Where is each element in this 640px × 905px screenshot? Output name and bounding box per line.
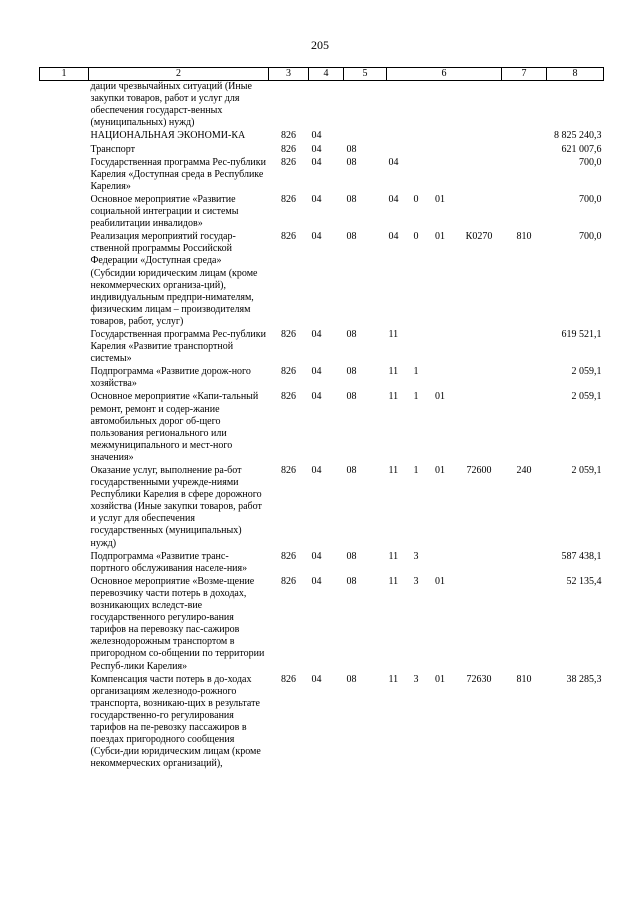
- direction-code: [457, 366, 502, 391]
- expense-type-code: [502, 194, 547, 231]
- row-spacer: [40, 81, 89, 131]
- section-code: 04: [311, 366, 322, 378]
- direction-code: 72630: [466, 673, 492, 685]
- ministry-code: 826: [281, 193, 296, 205]
- subsection-code: 08: [346, 366, 357, 378]
- row-spacer: [40, 130, 89, 143]
- activity-code: 01: [435, 391, 445, 403]
- ministry-code: 826: [281, 550, 296, 562]
- program-code: 04: [388, 231, 399, 243]
- direction-code: К0270: [465, 231, 493, 243]
- item-name: Компенсация части потерь в до-ходах организациям железнодо-рожного транспорта, возникаю-щих в результате государственно-го регулирования тарифов на пе-ревозку пассажиров в поездах пригородного сообщения (Субси-дии юридическим лицам (кроме некоммерческих организаций),: [90, 673, 261, 770]
- column-number: 4: [309, 68, 344, 81]
- subprogram-code: 1: [413, 465, 419, 476]
- activity-code: [424, 329, 457, 366]
- program-code: 04: [388, 193, 399, 205]
- table-row: [40, 157, 604, 194]
- program-code: [387, 130, 409, 143]
- table-row: [40, 465, 604, 551]
- item-name: Подпрограмма «Развитие дорож-ного хозяйства»: [90, 366, 251, 390]
- expense-type-code: [502, 366, 547, 391]
- amount: 700,0: [579, 231, 602, 243]
- amount: 587 438,1: [561, 550, 602, 562]
- amount: 2 059,1: [571, 391, 602, 403]
- section-code: 04: [311, 673, 322, 685]
- subsection-code: [344, 130, 387, 143]
- item-name: Оказание услуг, выполнение ра-бот государственными учрежде-ниями Республики Карелия в сфере дорожного хозяйства (Иные закупки товаров, работ и услуг для обеспечения государственных (муниципальных) нужд): [90, 465, 262, 549]
- table-row: [40, 366, 604, 391]
- row-spacer: [40, 391, 89, 465]
- section-code: 04: [311, 156, 322, 168]
- column-number-row: [40, 68, 604, 81]
- table-row: [40, 194, 604, 231]
- item-name: Основное мероприятие «Капи-тальный ремонт, ремонт и содер-жание автомобильных дорог об-щего пользования регионального или межмуниципального и мест-ного значения»: [90, 391, 259, 463]
- row-spacer: [40, 465, 89, 551]
- expense-type-code: [502, 329, 547, 366]
- table-row: [40, 576, 604, 674]
- subprogram-code: 0: [413, 231, 419, 243]
- expense-type-code: [502, 551, 547, 576]
- direction-code: [457, 194, 502, 231]
- program-code: [387, 144, 409, 157]
- amount: 700,0: [579, 193, 602, 205]
- section-code: 04: [311, 193, 322, 205]
- ministry-code: 826: [281, 366, 296, 378]
- item-name: дации чрезвычайных ситуаций (Иные закупки товаров, работ и услуг для обеспечения государст-венных (муниципальных) нужд): [90, 81, 252, 129]
- table-row: [40, 130, 604, 143]
- ministry-code: 826: [281, 465, 296, 476]
- item-name: Реализация мероприятий государ-ственной программы Российской Федерации «Доступная среда» (Субсидии юридическим лицам (кроме некоммерческих организа-ций), индивидуальным предпри-нимателям, физическим лицам – производителям товаров, работ, услуг): [90, 231, 258, 327]
- subprogram-code: [409, 81, 424, 131]
- item-name: Основное мероприятие «Возме-щение перевозчику части потерь в доходах, возникающих вследст-вие государственного регулиро-вания тарифов на перевозку пас-сажиров железнодорожным транспортом в пригородном со-общении по территории Респуб-лики Карелия»: [90, 575, 265, 672]
- amount: 52 135,4: [566, 575, 602, 587]
- item-name: Транспорт: [90, 143, 136, 155]
- ministry-code: 826: [281, 673, 296, 685]
- expense-type-code: [502, 576, 547, 674]
- section-code: 04: [311, 465, 322, 476]
- expense-type-code: 810: [516, 231, 532, 243]
- subsection-code: [344, 81, 387, 131]
- amount: 8 825 240,3: [554, 130, 602, 142]
- subsection-code: 08: [346, 391, 357, 403]
- column-number: 8: [547, 68, 604, 81]
- activity-code: 01: [435, 193, 445, 205]
- ministry-code: 826: [281, 156, 296, 168]
- table-row: [40, 551, 604, 576]
- table-row: [40, 391, 604, 465]
- ministry-code: 826: [281, 391, 296, 403]
- program-code: [387, 81, 409, 131]
- direction-code: [457, 157, 502, 194]
- amount: 38 285,3: [566, 673, 602, 685]
- amount: 2 059,1: [571, 366, 602, 378]
- section-code: 04: [311, 130, 322, 142]
- row-spacer: [40, 329, 89, 366]
- subprogram-code: 1: [413, 366, 419, 378]
- expense-type-code: [502, 391, 547, 465]
- expense-type-code: [502, 144, 547, 157]
- activity-code: 01: [435, 465, 445, 476]
- subprogram-code: 3: [413, 550, 419, 562]
- table-row: [40, 231, 604, 329]
- activity-code: [424, 81, 457, 131]
- column-number: 5: [344, 68, 387, 81]
- item-name: НАЦИОНАЛЬНАЯ ЭКОНОМИ-КА: [90, 130, 246, 142]
- table-row: [40, 144, 604, 157]
- row-spacer: [40, 576, 89, 674]
- expense-type-code: [502, 157, 547, 194]
- subsection-code: 08: [346, 231, 357, 243]
- column-number: 3: [269, 68, 309, 81]
- subprogram-code: [409, 130, 424, 143]
- ministry-code: 826: [281, 130, 296, 142]
- amount: [547, 81, 604, 131]
- subsection-code: 08: [346, 328, 357, 340]
- subsection-code: 08: [346, 575, 357, 587]
- column-number: 1: [40, 68, 89, 81]
- amount: 621 007,6: [561, 143, 602, 155]
- table-row: [40, 81, 604, 131]
- expense-type-code: [502, 130, 547, 143]
- program-code: 11: [388, 366, 399, 378]
- row-spacer: [40, 157, 89, 194]
- activity-code: [424, 157, 457, 194]
- amount: 700,0: [579, 156, 602, 168]
- subsection-code: 08: [346, 550, 357, 562]
- item-name: Основное мероприятие «Развитие социальной интеграции и системы реабилитации инвалидов»: [90, 193, 239, 230]
- subprogram-code: 3: [413, 673, 419, 685]
- activity-code: [424, 366, 457, 391]
- program-code: 04: [388, 156, 399, 168]
- program-code: 11: [388, 550, 399, 562]
- subprogram-code: 3: [413, 575, 419, 587]
- direction-code: 72600: [466, 465, 492, 476]
- direction-code: [457, 144, 502, 157]
- page-number: 205: [311, 38, 329, 52]
- direction-code: [457, 576, 502, 674]
- ministry-code: 826: [281, 328, 296, 340]
- table-row: [40, 329, 604, 366]
- item-name: Государственная программа Рес-публики Карелия «Доступная среда в Республике Карелия»: [90, 156, 266, 192]
- ministry-code: [269, 81, 309, 131]
- expense-type-code: 240: [516, 465, 532, 476]
- section-code: [309, 81, 344, 131]
- direction-code: [457, 81, 502, 131]
- direction-code: [457, 130, 502, 143]
- program-code: 11: [388, 575, 399, 587]
- activity-code: [424, 144, 457, 157]
- section-code: 04: [311, 391, 322, 403]
- section-code: 04: [311, 328, 322, 340]
- activity-code: [424, 551, 457, 576]
- row-spacer: [40, 551, 89, 576]
- ministry-code: 826: [281, 231, 296, 243]
- program-code: 11: [388, 328, 399, 340]
- subprogram-code: [409, 144, 424, 157]
- item-name: Государственная программа Рес-публики Карелия «Развитие транспортной системы»: [90, 328, 266, 365]
- program-code: 11: [388, 465, 399, 476]
- section-code: 04: [311, 550, 322, 562]
- subprogram-code: 0: [413, 193, 419, 205]
- program-code: 11: [388, 391, 399, 403]
- subsection-code: 08: [346, 143, 357, 155]
- direction-code: [457, 391, 502, 465]
- program-code: 11: [388, 673, 399, 685]
- subprogram-code: 1: [413, 391, 419, 403]
- subsection-code: 08: [346, 156, 357, 168]
- subprogram-code: [409, 157, 424, 194]
- row-spacer: [40, 674, 89, 772]
- subprogram-code: [409, 329, 424, 366]
- section-code: 04: [311, 143, 322, 155]
- ministry-code: 826: [281, 575, 296, 587]
- activity-code: [424, 130, 457, 143]
- direction-code: [457, 551, 502, 576]
- section-code: 04: [311, 575, 322, 587]
- section-code: 04: [311, 231, 322, 243]
- row-spacer: [40, 144, 89, 157]
- column-number: 6: [387, 68, 502, 81]
- column-number: 7: [502, 68, 547, 81]
- subsection-code: 08: [346, 673, 357, 685]
- activity-code: 01: [435, 231, 445, 243]
- amount: 619 521,1: [561, 328, 602, 340]
- subsection-code: 08: [346, 465, 357, 476]
- budget-table: [39, 67, 604, 771]
- column-number: 2: [89, 68, 269, 81]
- row-spacer: [40, 231, 89, 329]
- amount: 2 059,1: [571, 465, 602, 476]
- row-spacer: [40, 366, 89, 391]
- activity-code: 01: [435, 673, 445, 685]
- table-row: [40, 674, 604, 772]
- item-name: Подпрограмма «Развитие транс-портного обслуживания населе-ния»: [90, 550, 248, 574]
- ministry-code: 826: [281, 143, 296, 155]
- subsection-code: 08: [346, 193, 357, 205]
- row-spacer: [40, 194, 89, 231]
- expense-type-code: [502, 81, 547, 131]
- expense-type-code: 810: [516, 673, 532, 685]
- activity-code: 01: [435, 575, 445, 587]
- direction-code: [457, 329, 502, 366]
